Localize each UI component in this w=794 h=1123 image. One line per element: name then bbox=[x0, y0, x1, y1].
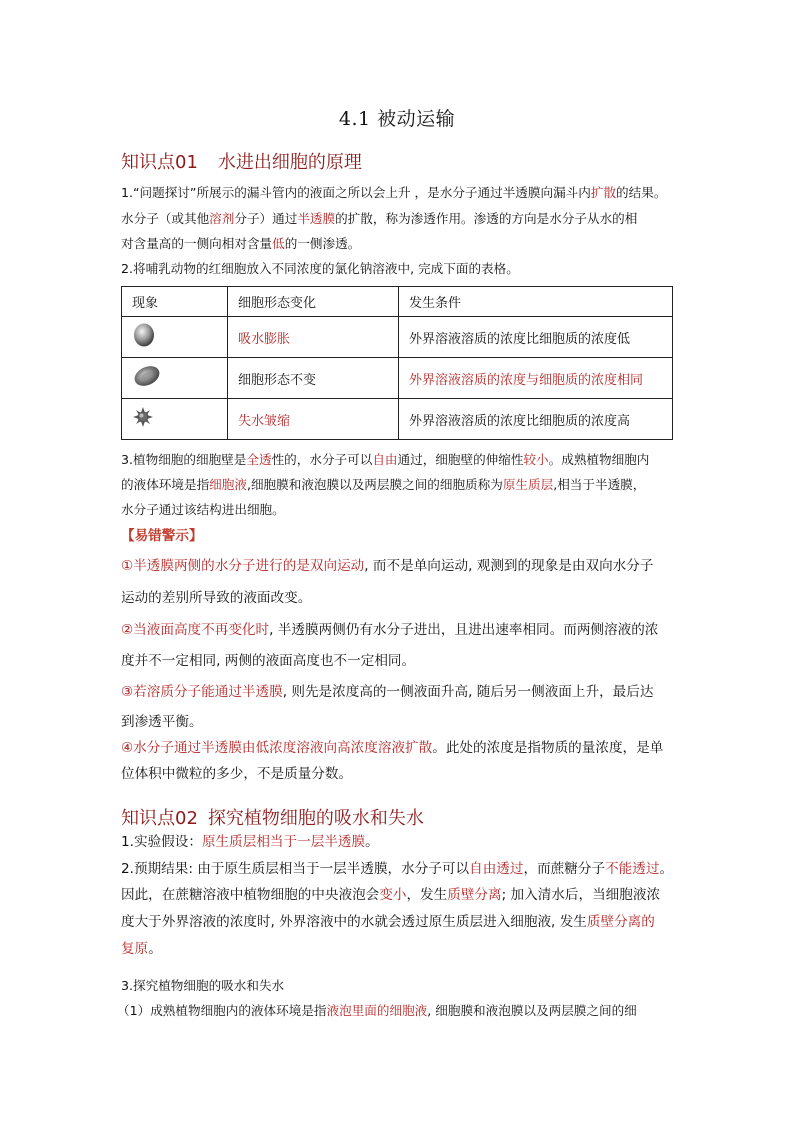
section-number: 知识点02 bbox=[121, 808, 198, 829]
section-title: 水进出细胞的原理 bbox=[217, 152, 362, 173]
table-header: 细胞形态变化 bbox=[228, 287, 399, 317]
normal-cell-icon bbox=[132, 364, 162, 388]
section-number: 知识点01 bbox=[121, 152, 198, 173]
paragraph-line: 3.探究植物细胞的吸水和失水 bbox=[121, 978, 285, 993]
warning-line: 度并不一定相同, 两侧的液面高度也不一定相同。 bbox=[121, 653, 416, 669]
paragraph-line: 2.预期结果: 由于原生质层相当于一层半透膜，水分子可以自由透过，而蔗糖分子不能透过。 bbox=[121, 861, 674, 877]
section-heading-2 bbox=[121, 804, 424, 830]
paragraph-line: 对含量高的一侧向相对含量低的一侧渗透。 bbox=[121, 236, 361, 251]
paragraph-line: 的液体环境是指细胞液,细胞膜和液泡膜以及两层膜之间的细胞质称为原生质层,相当于半透膜， bbox=[121, 477, 646, 492]
table-cell: 外界溶液溶质的浓度比细胞质的浓度高 bbox=[399, 399, 673, 440]
table-header: 现象 bbox=[122, 287, 228, 317]
paragraph-line: 2.将哺乳动物的红细胞放入不同浓度的氯化钠溶液中, 完成下面的表格。 bbox=[121, 261, 519, 276]
table-header-row bbox=[122, 287, 673, 317]
warning-line: ③若溶质分子能通过半透膜, 则先是浓度高的一侧液面升高, 随后另一侧液面上升，最后达 bbox=[121, 684, 654, 700]
table-header: 发生条件 bbox=[399, 287, 673, 317]
phenomenon-cell bbox=[122, 399, 228, 440]
paragraph-line: （1）成熟植物细胞内的液体环境是指液泡里面的细胞液, 细胞膜和液泡膜以及两层膜之间的细 bbox=[117, 1003, 637, 1018]
paragraph-line: 度大于外界溶液的浓度时, 外界溶液中的水就会透过原生质层进入细胞液, 发生质壁分离的 bbox=[121, 914, 655, 930]
page-title: 4.1 被动运输 bbox=[338, 108, 456, 130]
paragraph-line: 1.实验假设：原生质层相当于一层半透膜。 bbox=[121, 834, 379, 850]
table-row bbox=[122, 317, 673, 358]
table-cell: 外界溶液溶质的浓度比细胞质的浓度低 bbox=[399, 317, 673, 358]
table-row bbox=[122, 399, 673, 440]
cell-shape-table bbox=[121, 286, 673, 440]
paragraph-line: 水分子通过该结构进出细胞。 bbox=[121, 502, 285, 517]
warning-line: ②当液面高度不再变化时, 半透膜两侧仍有水分子进出，且进出速率相同。而两侧溶液的浓 bbox=[121, 622, 659, 638]
paragraph-line: 因此，在蔗糖溶液中植物细胞的中央液泡会变小，发生质壁分离; 加入清水后，当细胞液浓 bbox=[121, 887, 661, 903]
paragraph-line: 1.“问题探讨”所展示的漏斗管内的液面之所以会上升 ，是水分子通过半透膜向漏斗内扩散的结果。 bbox=[121, 185, 667, 200]
table-row bbox=[122, 358, 673, 399]
paragraph-line: 复原。 bbox=[121, 941, 162, 957]
section-heading-1 bbox=[121, 148, 362, 174]
table-cell: 外界溶液溶质的浓度与细胞质的浓度相同 bbox=[399, 358, 673, 399]
paragraph-line: 水分子（或其他溶剂分子）通过半透膜的扩散，称为渗透作用。渗透的方向是水分子从水的相 bbox=[121, 211, 638, 226]
table-cell: 吸水膨胀 bbox=[228, 317, 399, 358]
warning-line: 到渗透平衡。 bbox=[121, 714, 203, 730]
swollen-cell-icon bbox=[132, 322, 156, 348]
section-title: 探究植物细胞的吸水和失水 bbox=[207, 808, 424, 829]
warning-line: ①半透膜两侧的水分子进行的是双向运动, 而不是单向运动, 观测到的现象是由双向水分子 bbox=[121, 558, 654, 574]
table-cell: 失水皱缩 bbox=[228, 399, 399, 440]
warning-title: 【易错警示】 bbox=[121, 528, 203, 544]
warning-line: 位体积中微粒的多少，不是质量分数。 bbox=[121, 766, 353, 782]
phenomenon-cell bbox=[122, 317, 228, 358]
paragraph-line: 3.植物细胞的细胞壁是全透性的，水分子可以自由通过，细胞壁的伸缩性较小。成熟植物细胞内 bbox=[121, 452, 650, 467]
warning-line: ④水分子通过半透膜由低浓度溶液向高浓度溶液扩散。此处的浓度是指物质的量浓度，是单 bbox=[121, 740, 664, 756]
phenomenon-cell bbox=[122, 358, 228, 399]
table-cell: 细胞形态不变 bbox=[228, 358, 399, 399]
shrunken-cell-icon bbox=[132, 406, 154, 428]
warning-line: 运动的差别所导致的液面改变。 bbox=[121, 590, 312, 606]
